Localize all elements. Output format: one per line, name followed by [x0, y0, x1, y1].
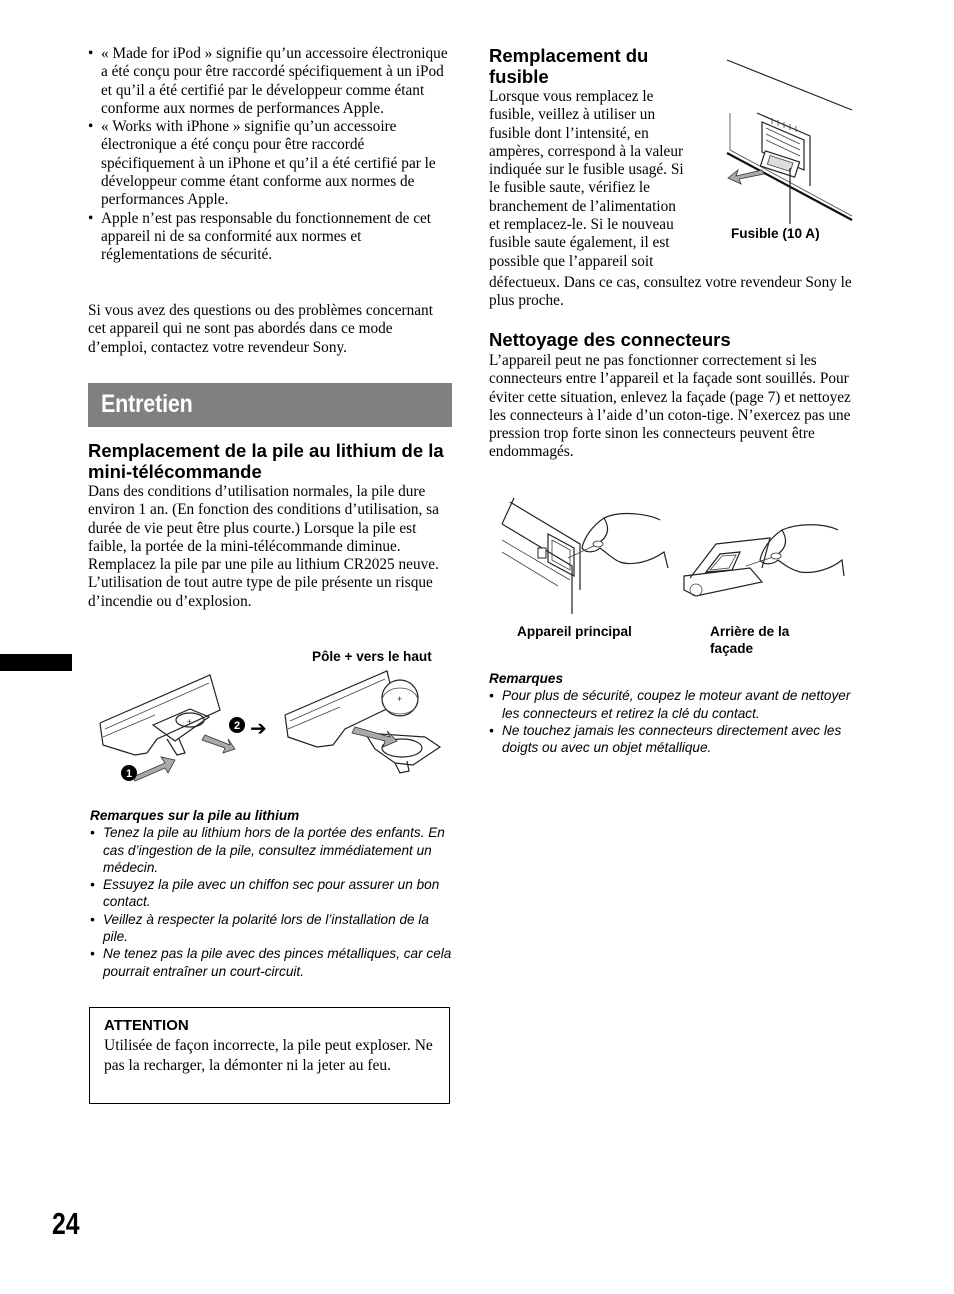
text-line: branchement de l’alimentation — [489, 197, 676, 215]
lithium-notes-list — [90, 824, 455, 980]
fuse-heading: Remplacement du fusible — [489, 45, 649, 87]
section-title-bar — [88, 383, 452, 427]
list-item: • Ne tenez pas la pile avec des pinces métalliques, car cela pourrait entraîner un court-circuit. — [90, 945, 455, 980]
notes-title: Remarques — [489, 671, 564, 686]
attention-title: ATTENTION — [104, 1017, 189, 1034]
attention-text: Utilisée de façon incorrecte, la pile peut exploser. Ne pas la recharger, la démonter ni la jeter au feu. — [104, 1037, 433, 1074]
cleaning-notes — [489, 670, 854, 756]
connectors-heading: Nettoyage des connecteurs — [489, 329, 731, 350]
page-number: 24 — [52, 1206, 80, 1241]
list-item: • Apple n’est pas responsable du fonctionnement de cet appareil ni de sa conformité aux normes et réglementations de sécurité. — [88, 210, 453, 265]
text-line: ampères, correspond à la valeur — [489, 142, 684, 160]
attention-box — [89, 1007, 450, 1104]
list-item: • Ne touchez jamais les connecteurs directement avec les doigts ou avec un objet métallique. — [489, 722, 854, 757]
text-line: fusible saute également, il est — [489, 234, 670, 252]
list-item: • « Made for iPod » signifie qu’un accessoire électronique a été conçu pour être raccordé spécifiquement à un iPod et qu’il a été certifié par le développeur comme étant conforme aux normes de performances Apple. — [88, 45, 453, 118]
questions-paragraph: Si vous avez des questions ou des problèmes concernant cet appareil qui ne sont pas abordés dans ce mode d’emploi, contactez votre revendeur Sony. — [88, 302, 433, 356]
text-line: le fusible saute, vérifiez le — [489, 179, 650, 197]
notes-list — [489, 687, 854, 756]
caption-main-unit: Appareil principal — [517, 624, 632, 639]
fuse-illustration — [722, 58, 854, 223]
text-line: indiquée sur le fusible usagé. Si — [489, 161, 684, 179]
section-title: Entretien — [101, 390, 193, 418]
side-tab — [0, 654, 72, 671]
connectors-illustration — [500, 496, 845, 618]
text-line: et remplacez-le. Si le nouveau — [489, 216, 674, 234]
text-line: fusible dont l’intensité, en — [489, 124, 649, 142]
pole-label: Pôle + vers le haut — [312, 649, 432, 664]
lithium-notes-title: Remarques sur la pile au lithium — [90, 808, 300, 823]
arrow-icon: ➔ — [250, 716, 267, 740]
text-line: possible que l’appareil soit — [489, 252, 654, 270]
fuse-paragraph-wide: défectueux. Dans ce cas, consultez votre revendeur Sony le plus proche. — [489, 274, 852, 310]
svg-text:+: + — [397, 694, 403, 704]
intro-bullet-list — [88, 45, 453, 265]
text-line: Lorsque vous remplacez le — [489, 88, 654, 105]
fuse-label: Fusible (10 A) — [731, 226, 820, 241]
step-2-label: 2 — [233, 720, 241, 732]
svg-text:+: + — [187, 717, 192, 726]
list-item: • Essuyez la pile avec un chiffon sec pour assurer un bon contact. — [90, 876, 455, 911]
list-item: • « Works with iPhone » signifie qu’un accessoire électronique a été conçu pour être raccordé spécifiquement à un iPhone et qu’il a été certifié par le développeur comme étant conforme aux normes de performances Apple. — [88, 118, 453, 209]
lithium-notes — [90, 807, 455, 980]
list-item: • Tenez la pile au lithium hors de la portée des enfants. En cas d’ingestion de la pile, consultez immédiatement un médecin. — [90, 824, 455, 876]
battery-illustration — [95, 665, 455, 790]
list-item: • Pour plus de sécurité, coupez le moteur avant de nettoyer les connecteurs et retirez la clé du contact. — [489, 687, 854, 722]
battery-paragraph: Dans des conditions d’utilisation normales, la pile dure environ 1 an. (En fonction des conditions d’utilisation, sa durée de vie peut être plus courte.) Lorsque la pile est faible, la portée de la mini-télécommande diminue. Remplacez la pile par une pile au lithium CR2025 neuve. L’utilisation de tout autre type de pile présente un risque d’incendie ou d’explosion. — [88, 483, 439, 610]
caption-front-back: Arrière de la façade — [710, 624, 790, 656]
battery-heading: Remplacement de la pile au lithium de la mini-télécommande — [88, 440, 444, 482]
step-1-label: 1 — [125, 768, 133, 780]
connectors-paragraph: L’appareil peut ne pas fonctionner correctement si les connecteurs entre l’appareil et la façade sont souillés. Pour éviter cette situation, enlevez la façade (page 7) et nettoyez les connecteurs à l’aide d’un coton-tige. N’exercez pas une pression trop forte sinon les connecteurs peuvent être endommagés. — [489, 352, 851, 461]
fuse-paragraph-narrow — [489, 88, 719, 271]
text-line: fusible, veillez à utiliser un — [489, 106, 656, 124]
list-item: • Veillez à respecter la polarité lors de l’installation de la pile. — [90, 911, 455, 946]
